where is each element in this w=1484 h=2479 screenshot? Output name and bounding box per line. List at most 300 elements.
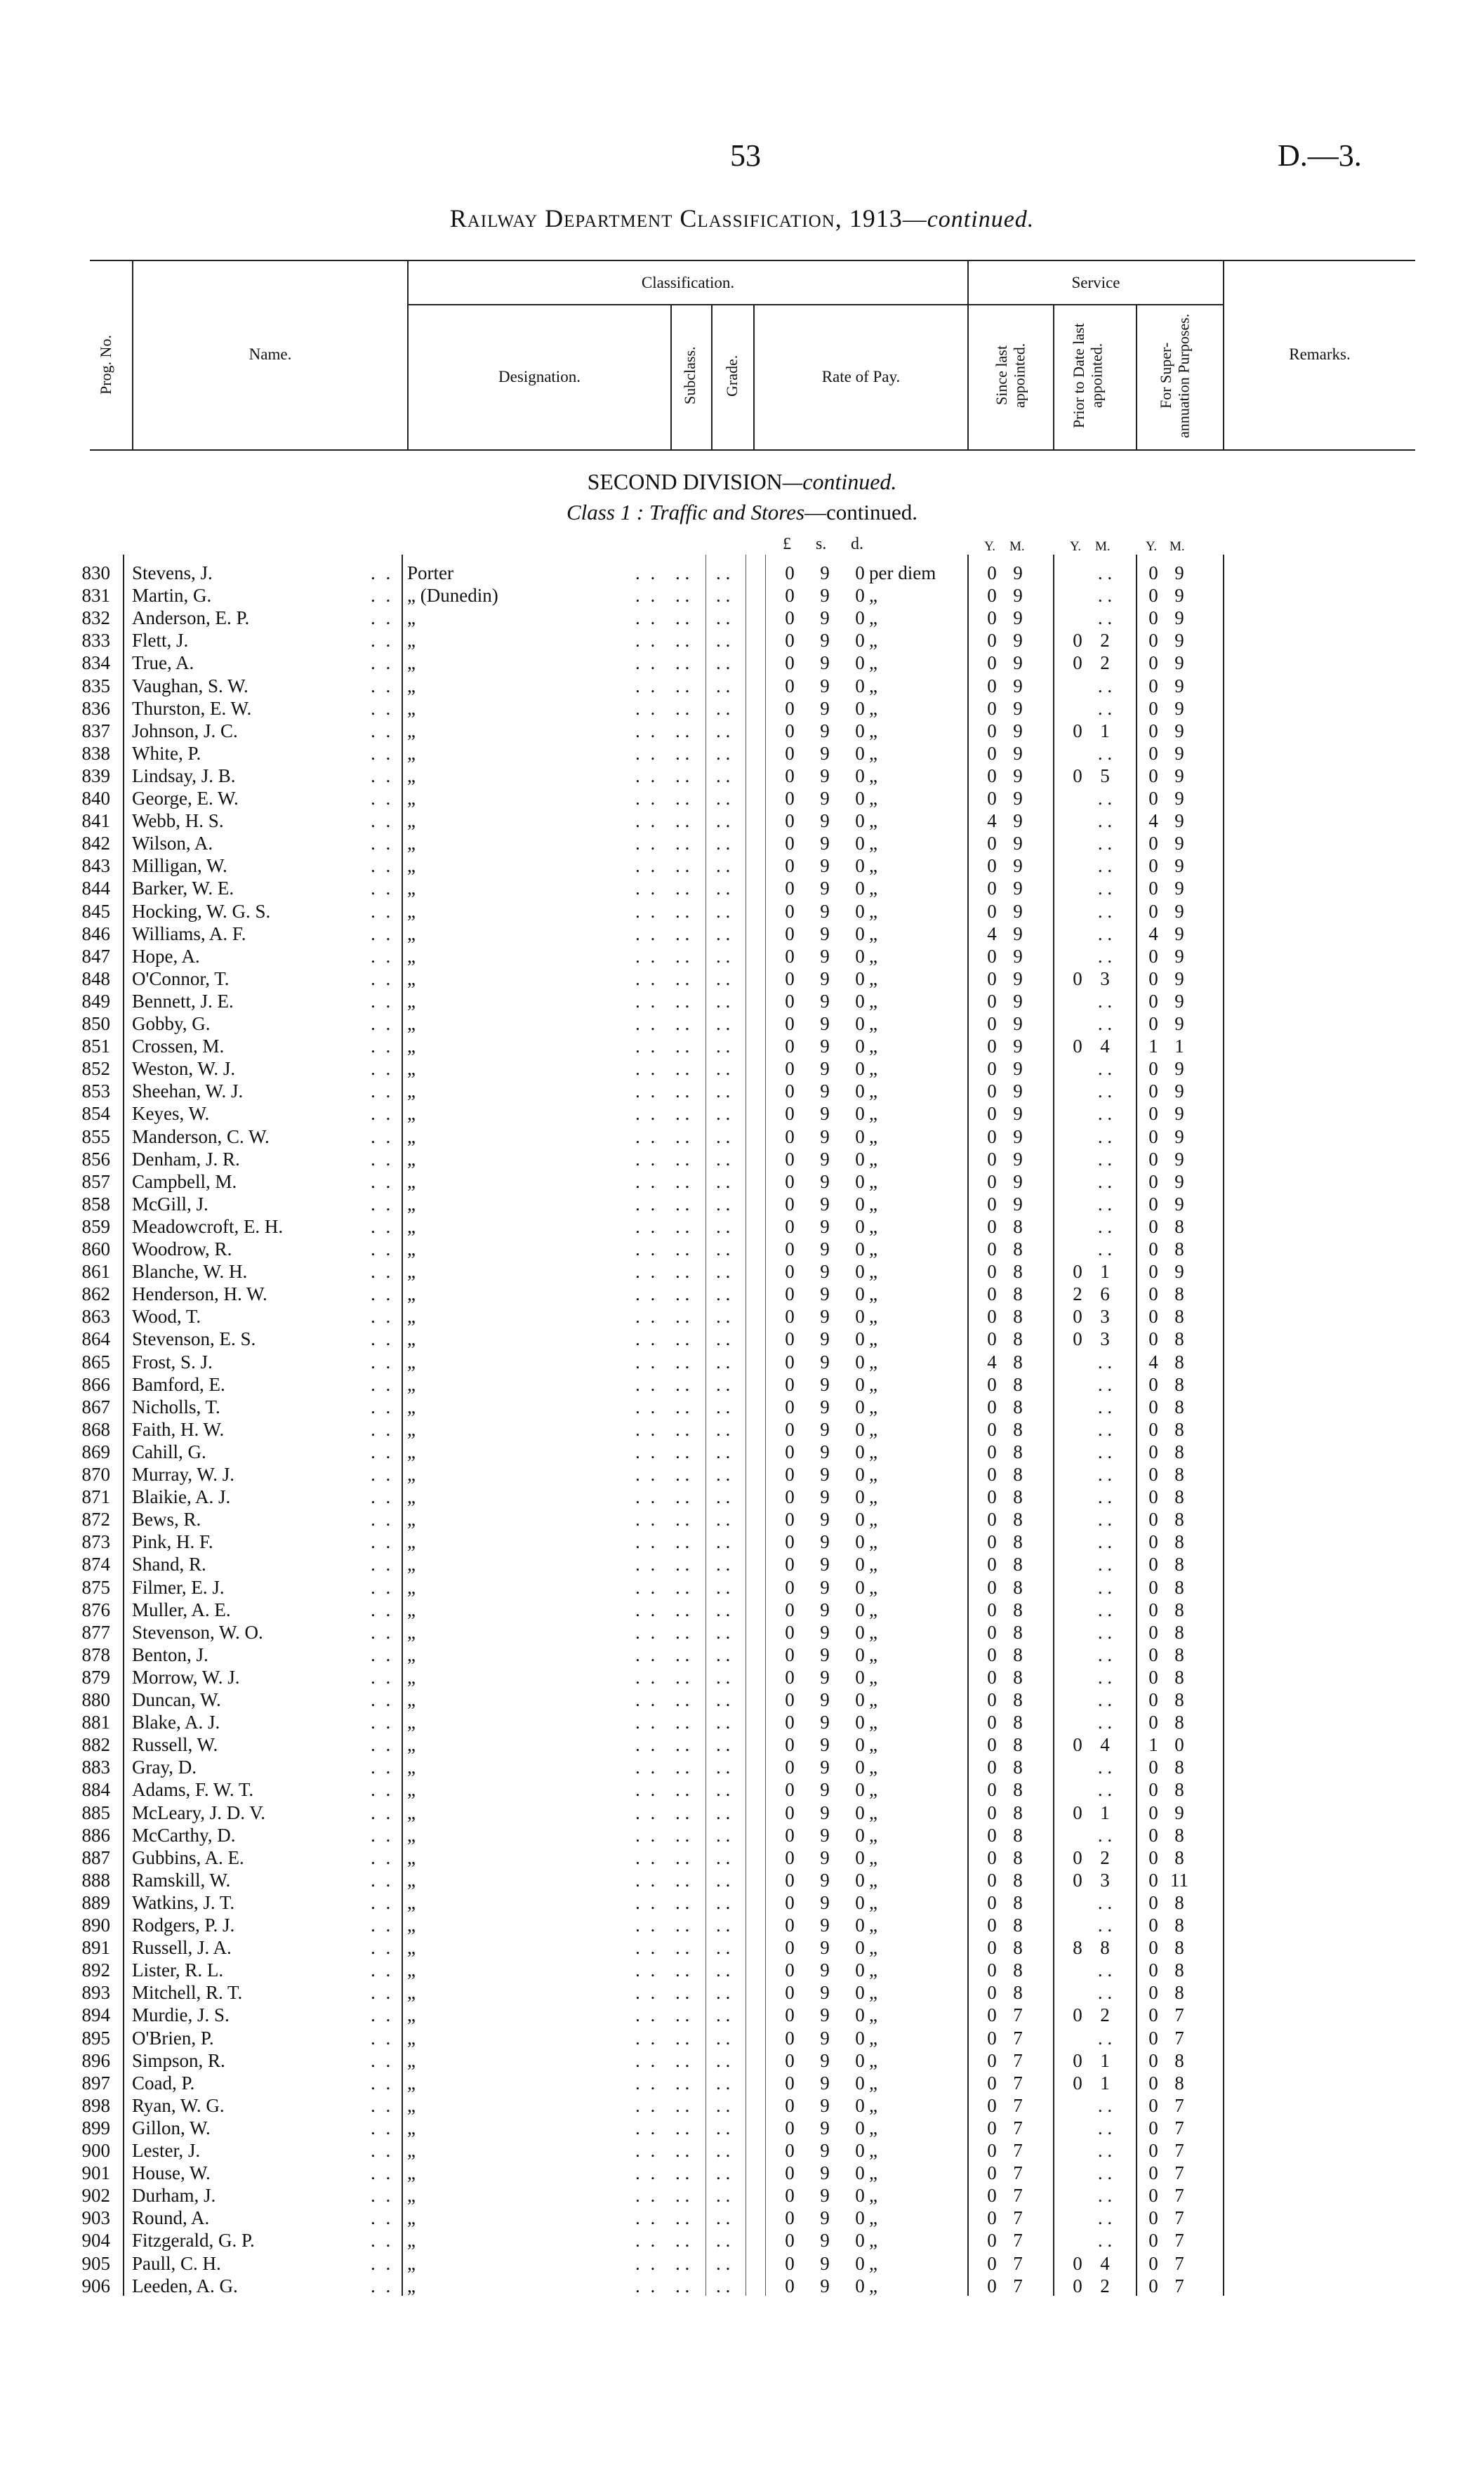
subclass-cell: . .: [675, 1283, 690, 1305]
designation-cell: „ (Dunedin): [407, 585, 498, 607]
since-years-cell: 0: [987, 1396, 997, 1417]
table-row: [0, 1418, 1484, 1441]
designation-leader-dots: . .: [635, 1328, 658, 1350]
name-leader-dots: . .: [371, 1486, 394, 1508]
prior-months-cell: . .: [1097, 1148, 1113, 1170]
pay-period-cell: „: [869, 967, 877, 989]
pay-period-cell: „: [869, 1013, 877, 1034]
name-leader-dots: . .: [371, 1846, 394, 1868]
name-leader-dots: . .: [371, 1757, 394, 1778]
pay-pounds-cell: 0: [785, 1621, 795, 1643]
pay-pounds-cell: 0: [785, 1261, 795, 1283]
designation-cell: „: [407, 1170, 416, 1192]
pay-pounds-cell: 0: [785, 878, 795, 899]
subclass-cell: . .: [675, 1509, 690, 1531]
subclass-cell: . .: [675, 855, 690, 877]
since-years-cell: 0: [987, 1464, 997, 1485]
table-row: [0, 787, 1484, 809]
header-service: Service: [1071, 274, 1120, 291]
pay-shillings-cell: 9: [820, 1080, 830, 1102]
pay-period-cell: „: [869, 1103, 877, 1125]
super-months-cell: 8: [1174, 1486, 1184, 1508]
since-years-cell: 0: [987, 1531, 997, 1553]
name-cell: Leeden, A. G.: [132, 2275, 238, 2296]
prog-no-cell: 869: [81, 1441, 110, 1462]
super-months-cell: 9: [1174, 742, 1184, 764]
since-years-cell: 0: [987, 2072, 997, 2094]
name-leader-dots: . .: [371, 675, 394, 696]
pay-period-cell: „: [869, 697, 877, 719]
name-cell: Gillon, W.: [132, 2117, 211, 2138]
prior-months-cell: . .: [1097, 833, 1113, 854]
table-row: [0, 990, 1484, 1012]
pay-pounds-cell: 0: [785, 1306, 795, 1328]
subclass-cell: . .: [675, 697, 690, 719]
table-row: [0, 1396, 1484, 1418]
since-months-cell: 9: [1013, 1058, 1023, 1080]
super-years-cell: 0: [1148, 1238, 1158, 1260]
name-cell: White, P.: [132, 742, 201, 764]
table-row: [0, 1778, 1484, 1801]
name-cell: House, W.: [132, 2162, 211, 2184]
pay-pence-cell: 0: [855, 1959, 865, 1981]
table-row: [0, 1869, 1484, 1891]
super-months-cell: 7: [1174, 2275, 1184, 2296]
designation-leader-dots: . .: [635, 1103, 658, 1125]
prior-months-cell: 2: [1100, 2275, 1110, 2296]
pay-pounds-cell: 0: [785, 1689, 795, 1710]
pay-pounds-cell: 0: [785, 585, 795, 607]
table-row: [0, 945, 1484, 967]
since-years-cell: 0: [987, 1261, 997, 1283]
designation-leader-dots: . .: [635, 1937, 658, 1959]
prior-months-cell: 5: [1100, 765, 1110, 786]
table-row: [0, 1936, 1484, 1959]
designation-leader-dots: . .: [635, 1621, 658, 1643]
unit-super-years: Y.: [1146, 539, 1158, 554]
pay-period-cell: „: [869, 2004, 877, 2026]
subclass-cell: . .: [675, 607, 690, 629]
since-months-cell: 8: [1013, 1238, 1023, 1260]
grade-cell: . .: [716, 923, 731, 944]
since-months-cell: 9: [1013, 855, 1023, 877]
name-leader-dots: . .: [371, 810, 394, 832]
prior-years-cell: 8: [1073, 1937, 1082, 1959]
name-cell: Wood, T.: [132, 1306, 201, 1328]
super-years-cell: 0: [1148, 1576, 1158, 1598]
prog-no-cell: 885: [81, 1802, 110, 1823]
table-row: [0, 2094, 1484, 2117]
pay-shillings-cell: 9: [820, 1757, 830, 1778]
super-years-cell: 0: [1148, 742, 1158, 764]
pay-pence-cell: 0: [855, 1351, 865, 1373]
super-years-cell: 0: [1148, 900, 1158, 922]
name-cell: Morrow, W. J.: [132, 1666, 240, 1688]
name-cell: Sheehan, W. J.: [132, 1080, 244, 1102]
header-subclass: Subclass.: [681, 346, 698, 405]
header-bottom-rule: [90, 449, 1415, 451]
pay-period-cell: „: [869, 1509, 877, 1531]
name-cell: Webb, H. S.: [132, 810, 224, 832]
subclass-cell: . .: [675, 1464, 690, 1485]
pay-pence-cell: 0: [855, 1891, 865, 1913]
pay-shillings-cell: 9: [820, 2049, 830, 2071]
table-row: [0, 2139, 1484, 2162]
name-leader-dots: . .: [371, 652, 394, 674]
pay-pence-cell: 0: [855, 1396, 865, 1417]
subclass-cell: . .: [675, 1982, 690, 2004]
page-number: 53: [730, 138, 761, 173]
pay-pence-cell: 0: [855, 1148, 865, 1170]
since-years-cell: 0: [987, 1576, 997, 1598]
pay-pence-cell: 0: [855, 1802, 865, 1823]
pay-pence-cell: 0: [855, 1824, 865, 1846]
subclass-cell: . .: [675, 765, 690, 786]
prior-months-cell: . .: [1097, 697, 1113, 719]
unit-pounds: £: [783, 535, 791, 553]
pay-period-cell: „: [869, 945, 877, 967]
super-months-cell: 9: [1174, 1013, 1184, 1034]
grade-cell: . .: [716, 1599, 731, 1620]
pay-period-cell: „: [869, 1215, 877, 1237]
designation-leader-dots: . .: [635, 1982, 658, 2004]
pay-pounds-cell: 0: [785, 1982, 795, 2004]
pay-period-cell: „: [869, 1891, 877, 1913]
since-years-cell: 0: [987, 1058, 997, 1080]
pay-period-cell: „: [869, 2185, 877, 2207]
name-leader-dots: . .: [371, 1666, 394, 1688]
designation-cell: „: [407, 2049, 416, 2071]
name-leader-dots: . .: [371, 585, 394, 607]
name-leader-dots: . .: [371, 1576, 394, 1598]
pay-pence-cell: 0: [855, 1576, 865, 1598]
designation-cell: „: [407, 2230, 416, 2252]
since-months-cell: 9: [1013, 1036, 1023, 1057]
super-months-cell: 8: [1174, 1418, 1184, 1440]
table-row: [0, 1057, 1484, 1080]
subclass-cell: . .: [675, 1013, 690, 1034]
prior-months-cell: . .: [1097, 1509, 1113, 1531]
subclass-cell: . .: [675, 2072, 690, 2094]
designation-leader-dots: . .: [635, 1351, 658, 1373]
pay-pence-cell: 0: [855, 1170, 865, 1192]
designation-cell: „: [407, 1689, 416, 1710]
name-leader-dots: . .: [371, 742, 394, 764]
name-leader-dots: . .: [371, 2140, 394, 2161]
since-years-cell: 0: [987, 697, 997, 719]
prior-months-cell: 1: [1100, 1802, 1110, 1823]
name-cell: Blanche, W. H.: [132, 1261, 248, 1283]
pay-pounds-cell: 0: [785, 788, 795, 809]
pay-pounds-cell: 0: [785, 1103, 795, 1125]
subclass-cell: . .: [675, 1576, 690, 1598]
prog-no-cell: 838: [81, 742, 110, 764]
pay-period-cell: „: [869, 1666, 877, 1688]
designation-cell: „: [407, 1080, 416, 1102]
grade-cell: . .: [716, 1036, 731, 1057]
prior-months-cell: . .: [1097, 2117, 1113, 2138]
pay-shillings-cell: 9: [820, 1666, 830, 1688]
subclass-cell: . .: [675, 1080, 690, 1102]
since-months-cell: 9: [1013, 967, 1023, 989]
super-years-cell: 0: [1148, 945, 1158, 967]
pay-pounds-cell: 0: [785, 2094, 795, 2116]
grade-cell: . .: [716, 1644, 731, 1665]
pay-pence-cell: 0: [855, 2094, 865, 2116]
name-leader-dots: . .: [371, 1373, 394, 1395]
designation-leader-dots: . .: [635, 1644, 658, 1665]
super-months-cell: 8: [1174, 1351, 1184, 1373]
pay-pounds-cell: 0: [785, 630, 795, 652]
name-cell: Stevenson, W. O.: [132, 1621, 263, 1643]
super-months-cell: 8: [1174, 1824, 1184, 1846]
designation-cell: „: [407, 810, 416, 832]
name-leader-dots: . .: [371, 1869, 394, 1891]
super-months-cell: 8: [1174, 1757, 1184, 1778]
subclass-cell: . .: [675, 1915, 690, 1936]
grade-cell: . .: [716, 1531, 731, 1553]
grade-cell: . .: [716, 2275, 731, 2296]
super-months-cell: 0: [1174, 1734, 1184, 1756]
grade-cell: . .: [716, 1080, 731, 1102]
pay-pounds-cell: 0: [785, 1531, 795, 1553]
pay-pence-cell: 0: [855, 1846, 865, 1868]
designation-cell: „: [407, 675, 416, 696]
since-months-cell: 8: [1013, 1689, 1023, 1710]
since-years-cell: 0: [987, 1013, 997, 1034]
pay-period-cell: „: [869, 1846, 877, 1868]
pay-pounds-cell: 0: [785, 1846, 795, 1868]
designation-leader-dots: . .: [635, 1915, 658, 1936]
since-years-cell: 0: [987, 2162, 997, 2184]
pay-pounds-cell: 0: [785, 1734, 795, 1756]
since-months-cell: 8: [1013, 1351, 1023, 1373]
designation-leader-dots: . .: [635, 1509, 658, 1531]
pay-pence-cell: 0: [855, 1689, 865, 1710]
pay-shillings-cell: 9: [820, 1689, 830, 1710]
designation-cell: „: [407, 1486, 416, 1508]
since-months-cell: 8: [1013, 1554, 1023, 1575]
grade-cell: . .: [716, 1215, 731, 1237]
designation-cell: „: [407, 1328, 416, 1350]
table-row: [0, 1711, 1484, 1733]
since-years-cell: 0: [987, 1599, 997, 1620]
super-years-cell: 0: [1148, 1824, 1158, 1846]
pay-shillings-cell: 9: [820, 1418, 830, 1440]
name-leader-dots: . .: [371, 2094, 394, 2116]
subclass-cell: . .: [675, 967, 690, 989]
grade-cell: . .: [716, 607, 731, 629]
name-cell: Lindsay, J. B.: [132, 765, 236, 786]
grade-cell: . .: [716, 2004, 731, 2026]
since-months-cell: 8: [1013, 1599, 1023, 1620]
unit-super-months: M.: [1170, 539, 1185, 554]
table-row: [0, 832, 1484, 854]
name-leader-dots: . .: [371, 1036, 394, 1057]
super-years-cell: 0: [1148, 2049, 1158, 2071]
name-leader-dots: . .: [371, 1937, 394, 1959]
pay-shillings-cell: 9: [820, 2117, 830, 2138]
grade-cell: . .: [716, 2162, 731, 2184]
prog-no-cell: 867: [81, 1396, 110, 1417]
super-months-cell: 8: [1174, 1959, 1184, 1981]
since-years-cell: 0: [987, 1418, 997, 1440]
since-years-cell: 0: [987, 1757, 997, 1778]
designation-cell: „: [407, 2185, 416, 2207]
pay-pounds-cell: 0: [785, 1509, 795, 1531]
grade-cell: . .: [716, 1802, 731, 1823]
table-row: [0, 2229, 1484, 2252]
pay-pounds-cell: 0: [785, 1779, 795, 1801]
designation-cell: „: [407, 742, 416, 764]
pay-pounds-cell: 0: [785, 2004, 795, 2026]
pay-pence-cell: 0: [855, 1215, 865, 1237]
name-cell: O'Connor, T.: [132, 967, 230, 989]
grade-cell: . .: [716, 967, 731, 989]
designation-cell: „: [407, 1959, 416, 1981]
designation-cell: Porter: [407, 562, 453, 583]
name-leader-dots: . .: [371, 945, 394, 967]
pay-period-cell: „: [869, 1982, 877, 2004]
name-leader-dots: . .: [371, 1170, 394, 1192]
pay-pounds-cell: 0: [785, 1464, 795, 1485]
since-years-cell: 0: [987, 1554, 997, 1575]
prior-months-cell: 4: [1100, 2252, 1110, 2274]
prior-months-cell: . .: [1097, 1351, 1113, 1373]
pay-pence-cell: 0: [855, 2140, 865, 2161]
since-years-cell: 0: [987, 2049, 997, 2071]
class-title: [0, 500, 1484, 525]
table-row: [0, 1531, 1484, 1553]
pay-pounds-cell: 0: [785, 1058, 795, 1080]
pay-shillings-cell: 9: [820, 990, 830, 1012]
since-years-cell: 0: [987, 788, 997, 809]
prog-no-cell: 879: [81, 1666, 110, 1688]
super-years-cell: 0: [1148, 833, 1158, 854]
pay-shillings-cell: 9: [820, 1193, 830, 1215]
subclass-cell: . .: [675, 2162, 690, 2184]
since-months-cell: 8: [1013, 1644, 1023, 1665]
pay-shillings-cell: 9: [820, 2162, 830, 2184]
prog-no-cell: 861: [81, 1261, 110, 1283]
designation-leader-dots: . .: [635, 742, 658, 764]
name-leader-dots: . .: [371, 1959, 394, 1981]
prog-no-cell: 870: [81, 1464, 110, 1485]
name-leader-dots: . .: [371, 2004, 394, 2026]
pay-shillings-cell: 9: [820, 1621, 830, 1643]
since-months-cell: 8: [1013, 1576, 1023, 1598]
pay-shillings-cell: 9: [820, 1036, 830, 1057]
prior-months-cell: . .: [1097, 742, 1113, 764]
prog-no-cell: 864: [81, 1328, 110, 1350]
name-leader-dots: . .: [371, 2185, 394, 2207]
pay-period-cell: „: [869, 720, 877, 741]
name-cell: Denham, J. R.: [132, 1148, 240, 1170]
pay-period-cell: „: [869, 1824, 877, 1846]
super-years-cell: 0: [1148, 1982, 1158, 2004]
designation-leader-dots: . .: [635, 1036, 658, 1057]
name-leader-dots: . .: [371, 878, 394, 899]
pay-period-cell: „: [869, 765, 877, 786]
grade-cell: . .: [716, 630, 731, 652]
since-years-cell: 0: [987, 1689, 997, 1710]
grade-cell: . .: [716, 2027, 731, 2049]
pay-period-cell: „: [869, 1396, 877, 1417]
header-divider-subclass: [711, 304, 713, 449]
pay-shillings-cell: 9: [820, 1802, 830, 1823]
name-cell: Thurston, E. W.: [132, 697, 252, 719]
super-years-cell: 0: [1148, 630, 1158, 652]
super-years-cell: 0: [1148, 1802, 1158, 1823]
super-months-cell: 8: [1174, 1599, 1184, 1620]
pay-shillings-cell: 9: [820, 900, 830, 922]
prog-no-cell: 839: [81, 765, 110, 786]
table-row: [0, 854, 1484, 877]
grade-cell: . .: [716, 1734, 731, 1756]
super-years-cell: 0: [1148, 1058, 1158, 1080]
prior-months-cell: . .: [1097, 585, 1113, 607]
pay-pence-cell: 0: [855, 1915, 865, 1936]
designation-cell: „: [407, 945, 416, 967]
name-cell: Gubbins, A. E.: [132, 1846, 244, 1868]
super-months-cell: 9: [1174, 562, 1184, 583]
name-cell: Hope, A.: [132, 945, 200, 967]
prog-no-cell: 856: [81, 1148, 110, 1170]
pay-period-cell: „: [869, 1734, 877, 1756]
prior-years-cell: 0: [1073, 652, 1082, 674]
name-cell: Ryan, W. G.: [132, 2094, 225, 2116]
grade-cell: . .: [716, 945, 731, 967]
subclass-cell: . .: [675, 2207, 690, 2229]
designation-leader-dots: . .: [635, 607, 658, 629]
pay-period-cell: „: [869, 1148, 877, 1170]
pay-period-cell: „: [869, 1757, 877, 1778]
pay-shillings-cell: 9: [820, 2252, 830, 2274]
table-row: [0, 1959, 1484, 1981]
since-years-cell: 0: [987, 562, 997, 583]
table-row: [0, 900, 1484, 923]
prior-months-cell: 3: [1100, 1328, 1110, 1350]
since-months-cell: 7: [1013, 2004, 1023, 2026]
designation-cell: „: [407, 1036, 416, 1057]
super-years-cell: 0: [1148, 2185, 1158, 2207]
pay-shillings-cell: 9: [820, 2094, 830, 2116]
pay-pence-cell: 0: [855, 1486, 865, 1508]
prog-no-cell: 852: [81, 1058, 110, 1080]
since-months-cell: 8: [1013, 1509, 1023, 1531]
prog-no-cell: 842: [81, 833, 110, 854]
pay-shillings-cell: 9: [820, 1846, 830, 1868]
name-leader-dots: . .: [371, 1351, 394, 1373]
pay-pence-cell: 0: [855, 878, 865, 899]
name-cell: Muller, A. E.: [132, 1599, 231, 1620]
name-cell: Anderson, E. P.: [132, 607, 250, 629]
subclass-cell: . .: [675, 788, 690, 809]
pay-pounds-cell: 0: [785, 923, 795, 944]
since-months-cell: 7: [1013, 2027, 1023, 2049]
name-cell: McLeary, J. D. V.: [132, 1802, 265, 1823]
header-divider-since: [1053, 304, 1054, 449]
pay-shillings-cell: 9: [820, 810, 830, 832]
subclass-cell: . .: [675, 1148, 690, 1170]
super-months-cell: 9: [1174, 1058, 1184, 1080]
prior-months-cell: . .: [1097, 1058, 1113, 1080]
prior-months-cell: . .: [1097, 1621, 1113, 1643]
subclass-cell: . .: [675, 675, 690, 696]
prog-no-cell: 857: [81, 1170, 110, 1192]
since-years-cell: 0: [987, 900, 997, 922]
table-row: [0, 1914, 1484, 1936]
